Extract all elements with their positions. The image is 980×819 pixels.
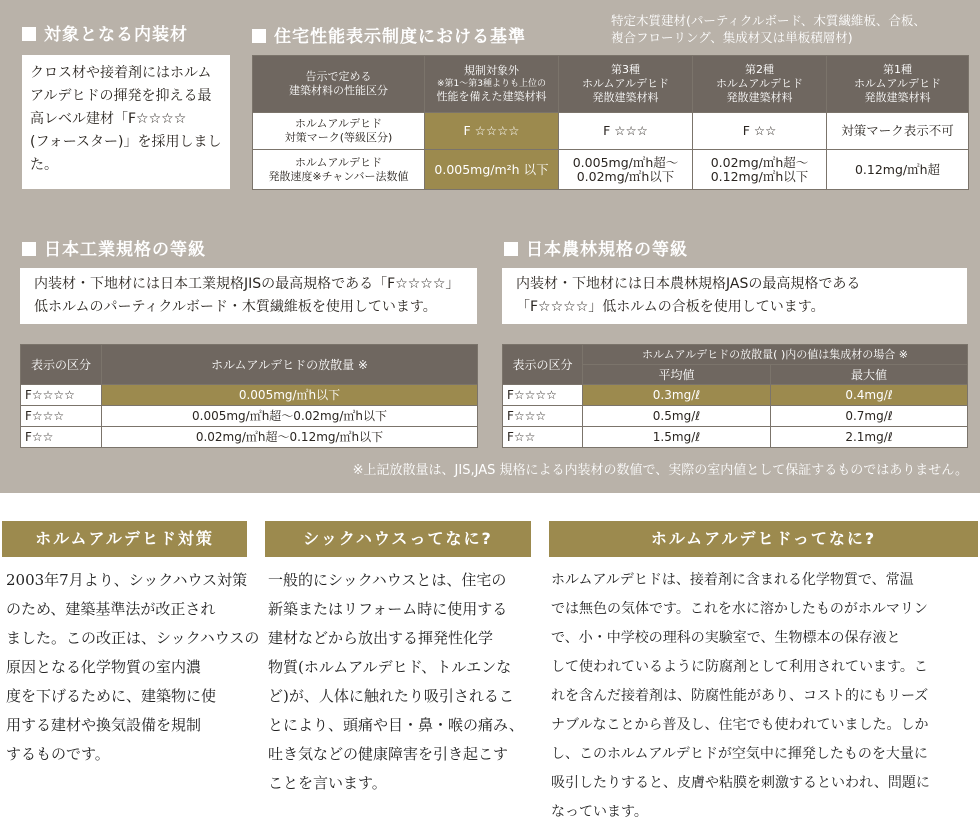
table-row [503,406,968,427]
table-row [503,385,968,406]
performance-mark-row [253,113,969,150]
perf-rate-label [253,150,425,190]
jas-title: 日本農林規格の等級 [526,240,688,260]
table-row [21,406,478,427]
formaldehyde-measures-text [6,566,260,769]
target-line-1: クロス材や接着剤にはホルム [30,65,212,81]
square-bullet-icon [22,242,36,256]
jis-title: 日本工業規格の等級 [44,240,206,260]
jis-header-class: 表示の区分 [21,345,102,385]
formaldehyde-info-banner: ホルムアルデヒドってなに? [549,521,978,557]
performance-title: 住宅性能表示制度における基準 [274,27,526,47]
perf-r1-label-l2: 対策マーク(等級区分) [284,131,393,144]
jis-line-2: 低ホルムのパーティクルボード・木質繊維板を使用しています。 [34,299,437,315]
jis-line-1: 内装材・下地材には日本工業規格JISの最高規格である「F☆☆☆☆」 [34,276,460,292]
jas-line-2: 「F☆☆☆☆」低ホルムの合板を使用しています。 [516,299,825,315]
sick-house-banner: シックハウスってなに? [265,521,531,557]
target-line-5: た。 [30,157,58,173]
jis-heading [22,239,206,261]
info-line: して使われているように防腐剤として利用されています。こ [551,659,928,675]
table-row [21,427,478,448]
square-bullet-icon [504,242,518,256]
formaldehyde-measures-banner: ホルムアルデヒド対策 [2,521,247,557]
info-line: ホルムアルデヒドは、接着剤に含まれる化学物質で、常温 [551,572,914,588]
jas-header-class: 表示の区分 [503,345,583,385]
performance-note [611,12,926,46]
perf-header-type3 [559,56,693,113]
performance-header-row [253,56,969,113]
perf-h3-l3: 発散建築材料 [726,91,793,104]
jis-header-row [21,345,478,385]
info-line: 吸引したりすると、皮膚や粘膜を刺激するといわれ、問題に [551,775,930,791]
measures-line: 原因となる化学物質の室内濃 [6,658,202,676]
jis-header-amount: ホルムアルデヒドの放散量 ※ [102,345,478,385]
sick-house-line: ど)が、人体に触れたり吸引されるこ [268,687,514,705]
perf-rate-type3-l2: 0.02mg/㎡h以下 [576,168,675,184]
jas-line-1: 内装材・下地材には日本農林規格JASの最高規格である [516,276,861,292]
sick-house-line: とにより、頭痛や目・鼻・喉の痛み、 [268,716,524,734]
perf-h1-l3: 性能を備えた建築材料 [436,90,547,103]
perf-mark-4star: F ☆☆☆☆ [425,113,559,150]
target-materials-title: 対象となる内装材 [44,25,188,45]
perf-h4-l1: 第1種 [883,63,912,76]
perf-header-type1 [827,56,969,113]
jas-row3-class: F☆☆ [503,427,583,448]
table-row [21,385,478,406]
jas-row1-avg: 0.3mg/ℓ [583,385,771,406]
jas-row3-avg: 1.5mg/ℓ [583,427,771,448]
sick-house-line: 一般的にシックハウスとは、住宅の [268,571,507,589]
perf-rate-type3-l1: 0.005mg/㎡h超～ [572,154,679,170]
jas-header-max: 最大値 [771,365,968,385]
perf-mark-none: 対策マーク表示不可 [827,113,969,150]
jas-header-avg: 平均値 [583,365,771,385]
sick-house-line: 吐き気などの健康障害を引き起こす [268,745,509,763]
perf-header-exempt [425,56,559,113]
target-materials-box [22,55,230,189]
perf-h1-l2: ※第1～第3種よりも上位の [437,79,546,89]
info-line: なっています。 [551,804,648,819]
target-line-3: 高レベル建材「F☆☆☆☆ [30,111,187,127]
jas-row1-max: 0.4mg/ℓ [771,385,968,406]
jas-heading [504,239,688,261]
perf-mark-label [253,113,425,150]
jas-text-box [502,268,967,324]
jas-row3-max: 2.1mg/ℓ [771,427,968,448]
perf-r2-label-l1: ホルムアルデヒド [294,155,383,169]
jis-row2-value: 0.005mg/㎡h超～0.02mg/㎡h以下 [102,406,478,427]
sick-house-text [268,566,533,798]
measures-line: のため、建築基準法が改正され [6,600,216,618]
measures-line: 用する建材や換気設備を規制 [6,716,202,734]
jas-row2-avg: 0.5mg/ℓ [583,406,771,427]
performance-note-line-1: 特定木質建材(パーティクルボード、木質繊維板、合板、 [611,13,926,28]
perf-rate-type3 [559,150,693,190]
jis-row1-value: 0.005mg/㎡h以下 [102,385,478,406]
target-line-2: アルデヒドの揮発を抑える最 [30,88,212,104]
perf-h0-l2: 建築材料の性能区分 [289,84,388,97]
info-line: し、このホルムアルデヒドが空気中に揮発したものを大量に [551,746,928,762]
jis-row3-class: F☆☆ [21,427,102,448]
performance-note-line-2: 複合フローリング、集成材又は単板積層材) [611,30,853,45]
perf-rate-type2-l2: 0.12mg/㎡h以下 [710,168,809,184]
square-bullet-icon [22,27,36,41]
perf-h4-l2: ホルムアルデヒド [853,77,942,90]
perf-mark-3star: F ☆☆☆ [559,113,693,150]
target-line-4: (フォースター)」を採用しまし [30,134,222,150]
perf-header-category [253,56,425,113]
formaldehyde-info-text [551,566,978,819]
measures-line: 2003年7月より、シックハウス対策 [6,571,248,589]
perf-rate-type2 [693,150,827,190]
perf-h4-l3: 発散建築材料 [864,91,931,104]
perf-h0-l1: 告示で定める [305,70,372,83]
perf-r2-label-l2: 発散速度※チャンバー法数値 [268,169,409,183]
performance-heading [252,26,526,48]
perf-mark-2star: F ☆☆ [693,113,827,150]
perf-h3-l2: ホルムアルデヒド [715,77,804,90]
jas-row2-max: 0.7mg/ℓ [771,406,968,427]
measures-line: ました。この改正は、シックハウスの [6,629,260,647]
sick-house-line: ことを言います。 [268,774,387,792]
jis-row3-value: 0.02mg/㎡h超～0.12mg/㎡h以下 [102,427,478,448]
square-bullet-icon [252,29,266,43]
jas-table [502,344,968,448]
jas-row1-class: F☆☆☆☆ [503,385,583,406]
info-line: ナブルなことから普及し、住宅でも使われていました。しか [551,717,929,733]
measures-line: 度を下げるために、建築物に使 [6,687,217,705]
sick-house-line: 新築またはリフォーム時に使用する [268,600,508,618]
performance-table [252,55,969,190]
info-line: では無色の気体です。これを水に溶かしたものがホルマリン [551,601,928,617]
target-materials-heading [22,24,188,46]
info-line: れを含んだ接着剤は、防腐性能があり、コスト的にもリーズ [551,688,929,704]
jas-row2-class: F☆☆☆ [503,406,583,427]
measures-line: するものです。 [6,745,110,763]
sick-house-line: 建材などから放出する揮発性化学 [268,629,494,647]
perf-h2-l2: ホルムアルデヒド [581,77,670,90]
perf-rate-type1: 0.12mg/㎡h超 [827,150,969,190]
sick-house-line: 物質(ホルムアルデヒド、トルエンな [268,658,512,676]
emission-footnote: ※上記放散量は、JIS,JAS 規格による内装材の数値で、実際の室内値として保証するものではありません。 [352,463,968,478]
perf-h2-l1: 第3種 [611,63,640,76]
perf-h1-l1: 規制対象外 [464,64,519,77]
perf-rate-exempt: 0.005mg/m²h 以下 [425,150,559,190]
jis-row2-class: F☆☆☆ [21,406,102,427]
perf-header-type2 [693,56,827,113]
jis-text-box [20,268,477,324]
jis-row1-class: F☆☆☆☆ [21,385,102,406]
jis-table [20,344,478,448]
performance-rate-row [253,150,969,190]
perf-rate-type2-l1: 0.02mg/㎡h超～ [710,154,809,170]
jas-header-amount: ホルムアルデヒドの放散量( )内の値は集成材の場合 ※ [583,345,968,365]
info-line: で、小・中学校の理科の実験室で、生物標本の保存液と [551,630,901,646]
jas-header-row [503,345,968,365]
perf-h2-l3: 発散建築材料 [592,91,659,104]
perf-r1-label-l1: ホルムアルデヒド [294,117,383,130]
table-row [503,427,968,448]
perf-h3-l1: 第2種 [745,63,774,76]
